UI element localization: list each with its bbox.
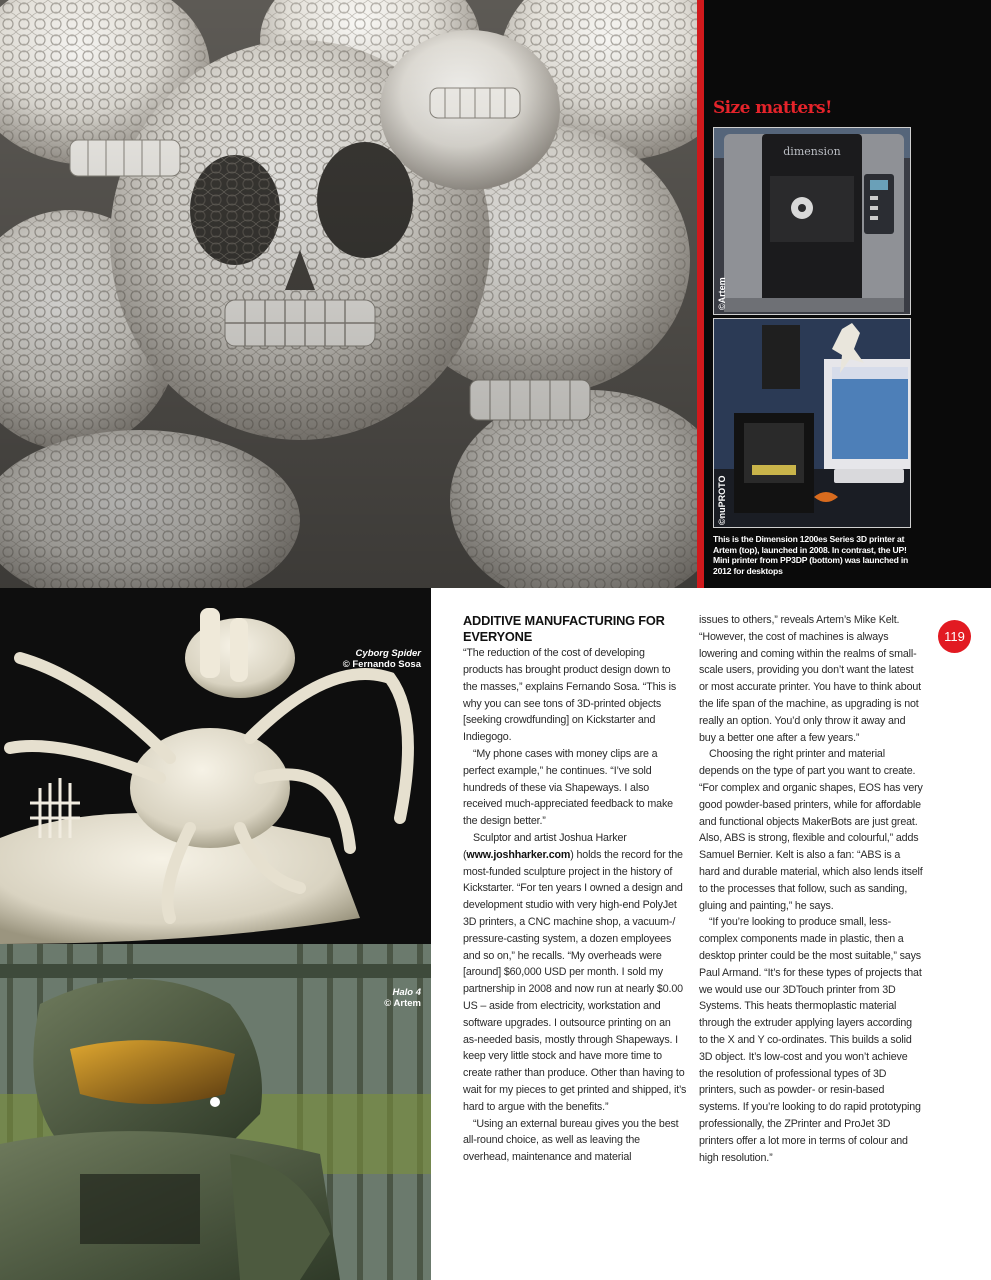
halo-caption-credit: © Artem (384, 998, 421, 1009)
spider-caption-credit: © Fernando Sosa (342, 659, 421, 670)
paragraph-harker (463, 830, 687, 1116)
up-mini-printer-photo (713, 318, 911, 528)
lace-skull-illustration (0, 0, 697, 588)
paragraph: issues to others,” reveals Artem’s Mike Kelt. “However, the cost of machines is always lowering and coming within the realms of small-scale users, providing you don’t want the latest or most accurate printer. You have to think about the life span of the machine, as upgrading is not really an option. You’d only throw it away and buy a better one after a few years.” (699, 614, 921, 744)
spider-caption (343, 648, 421, 670)
paragraph: “My phone cases with money clips are a perfect example,” he continues. “I’ve sold hundreds of these via Shapeways. I also received much-appreciated feedback to make the design better.” (463, 747, 673, 828)
article-heading: ADDITIVE MANUFACTURING FOR EVERYONE (463, 613, 665, 644)
red-divider (697, 0, 704, 588)
cyborg-spider-illustration (0, 588, 431, 944)
article-column-2 (699, 612, 923, 1166)
paragraph-harker-start: Sculptor and artist Joshua Harker ( (463, 831, 627, 861)
hero-photo-lace-skulls (0, 0, 697, 588)
sidebar-caption: This is the Dimension 1200es Series 3D printer at Artem (top), launched in 2008. In contrast, the UP! Mini printer from PP3DP (bottom) was launched in 2012 for desktops (713, 534, 909, 576)
paragraph: “The reduction of the cost of developing products has brought product design down to the masses,” explains Fernando Sosa. “This is why you can see tons of 3D-printed objects [seeking crowdfunding] on Kickstarter and Indiegogo. (463, 647, 677, 744)
printer-brand-label: dimension (783, 145, 841, 158)
page-number-badge: 119 (938, 620, 971, 653)
article-column-1 (463, 613, 687, 1166)
halo-caption-title: Halo 4 (392, 987, 421, 998)
dimension-photo-credit: ©Artem (717, 277, 727, 310)
sidebar-title: Size matters! (713, 98, 832, 118)
paragraph: Choosing the right printer and material depends on the type of part you want to create. “For complex and organic shapes, EOS has very good powder-based printers, while for affordable and functional objects MakerBots are just great. Also, ABS is strong, flexible and colourful,” adds Samuel Bernier. Kelt is also a fan: “ABS is a hard and durable material, which also lends itself to the processes that follow, such as sanding, gluing and painting,” he says. (699, 748, 923, 912)
joshharker-link[interactable]: www.joshharker.com (466, 848, 571, 861)
halo-caption (384, 987, 421, 1009)
paragraph-harker-rest: ) holds the record for the most-funded sculpture project in the history of Kickstarter. “For ten years I owned a design and development studio with very high-end PolyJet 3D printers, a CNC machine shop, a vacuum-/ pressure-casting system, a dozen employees and so on,” he recalls. “My overheads were [around] $60,000 USD per month. I sold my partnership in 2008 and now run at nearly $0.00 US – aside from electricity, workstation and software upgrades. I outsource printing on an as-needed basis, mostly through Shapeways. I keep very little stock and have more time to create rather than produce. Other than having to wait for my pieces to get printed and shipped, it’s hard to argue with the benefits.” (463, 848, 687, 1113)
up-mini-photo-credit: ©nuPROTO (717, 475, 727, 525)
up-mini-printer-illustration (714, 319, 911, 528)
dimension-printer-illustration (714, 128, 911, 315)
paragraph: “If you’re looking to produce small, less-complex components made in plastic, then a desktop printer could be the most suitable,” says Paul Armand. “It’s for these types of projects that we would use our 3DTouch printer from 3D Systems. This heats thermoplastic material through the extruder applying layers according to the X and Y co-ordinates. This builds a solid 3D object. It’s low-cost and you won’t achieve the resolution of professional types of 3D printers, such as powder- or resin-based systems. If you’re looking to do rapid prototyping professionally, the ZPrinter and ProJet 3D printers offer a lot more in terms of colour and high resolution.” (699, 916, 922, 1164)
paragraph: “Using an external bureau gives you the best all-round choice, as well as leaving the overhead, maintenance and material (463, 1117, 679, 1164)
master-chief-illustration (0, 944, 431, 1280)
spider-caption-title: Cyborg Spider (355, 648, 421, 659)
halo4-costume-photo (0, 944, 431, 1280)
cyborg-spider-photo (0, 588, 431, 944)
dimension-printer-photo (713, 127, 911, 315)
